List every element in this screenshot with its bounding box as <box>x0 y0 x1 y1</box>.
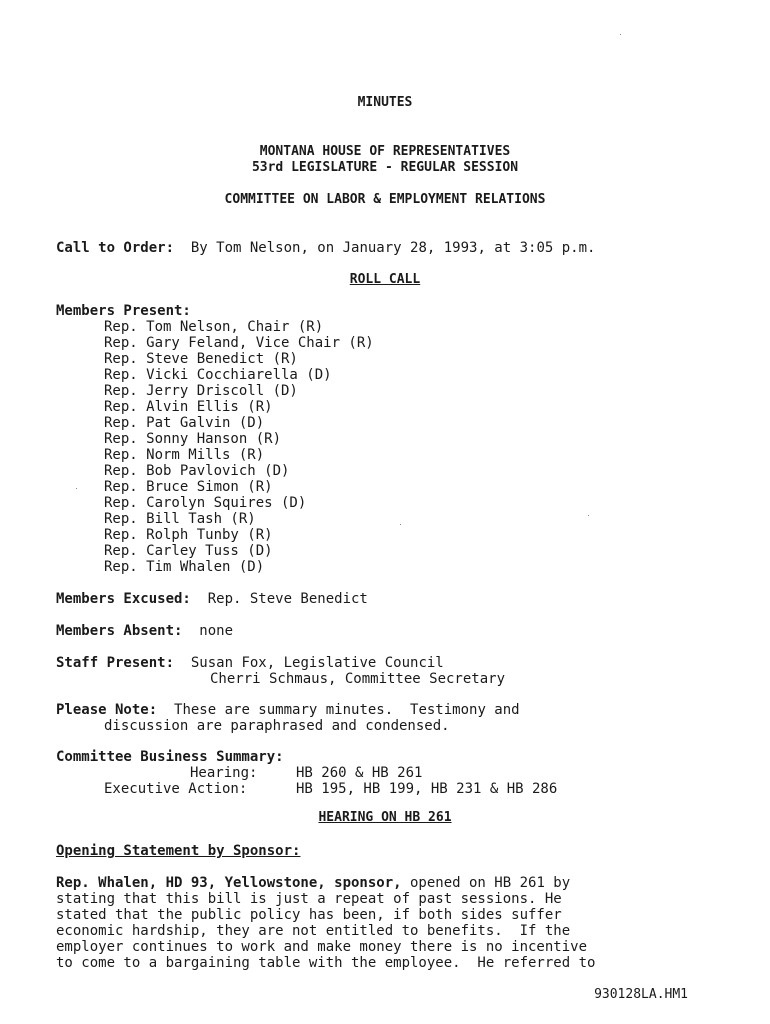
sponsor-lead: Rep. Whalen, HD 93, Yellowstone, sponsor, <box>56 875 402 891</box>
members-absent-text: none <box>199 623 234 639</box>
body-line <box>56 875 570 891</box>
member-item: Rep. Alvin Ellis (R) <box>104 399 273 415</box>
scan-speck <box>588 515 589 516</box>
member-item: Rep. Bob Pavlovich (D) <box>104 463 290 479</box>
footer-code: 930128LA.HM1 <box>594 987 688 1002</box>
please-note-label: Please Note: <box>56 702 158 718</box>
call-to-order <box>56 240 595 256</box>
body-line: stated that the public policy has been, if both sides suffer <box>56 907 562 923</box>
business-summary-label: Committee Business Summary: <box>56 749 284 765</box>
staff-present <box>56 655 444 671</box>
body-line: stating that this bill is just a repeat of past sessions. He <box>56 891 562 907</box>
staff-present-line2: Cherri Schmaus, Committee Secretary <box>210 671 506 687</box>
roll-call-heading: ROLL CALL <box>349 272 421 287</box>
scan-speck <box>400 524 401 525</box>
hearing-label: Hearing: <box>190 765 258 781</box>
executive-action-label: Executive Action: <box>104 781 248 797</box>
please-note <box>56 702 520 718</box>
body-line: economic hardship, they are not entitled to benefits. If the <box>56 923 571 939</box>
members-present-list <box>104 319 374 575</box>
committee-heading: COMMITTEE ON LABOR & EMPLOYMENT RELATIONS <box>224 192 546 207</box>
member-item: Rep. Norm Mills (R) <box>104 447 265 463</box>
document-title: MINUTES <box>357 95 413 110</box>
call-to-order-text: By Tom Nelson, on January 28, 1993, at 3:05 p.m. <box>190 240 596 256</box>
member-item: Rep. Steve Benedict (R) <box>104 351 298 367</box>
please-note-line1: These are summary minutes. Testimony and <box>174 702 520 718</box>
members-excused <box>56 591 368 607</box>
member-item: Rep. Tim Whalen (D) <box>104 559 265 575</box>
body-line: employer continues to work and make money there is no incentive <box>56 939 588 955</box>
legislature-heading: 53rd LEGISLATURE - REGULAR SESSION <box>251 160 519 175</box>
members-excused-label: Members Excused: <box>56 591 191 607</box>
please-note-line2: discussion are paraphrased and condensed. <box>104 718 450 734</box>
body-line: to come to a bargaining table with the employee. He referred to <box>56 955 596 971</box>
member-item: Rep. Bruce Simon (R) <box>104 479 273 495</box>
scan-speck <box>76 488 77 489</box>
member-item: Rep. Rolph Tunby (R) <box>104 527 273 543</box>
member-item: Rep. Tom Nelson, Chair (R) <box>104 319 324 335</box>
staff-present-line1: Susan Fox, Legislative Council <box>190 655 444 671</box>
hearing-heading: HEARING ON HB 261 <box>318 810 452 825</box>
members-absent-label: Members Absent: <box>56 623 183 639</box>
staff-present-label: Staff Present: <box>56 655 175 671</box>
member-item: Rep. Jerry Driscoll (D) <box>104 383 298 399</box>
members-absent <box>56 623 233 639</box>
scan-speck <box>620 34 621 35</box>
member-item: Rep. Carley Tuss (D) <box>104 543 273 559</box>
hearing-value: HB 260 & HB 261 <box>296 765 423 781</box>
member-item: Rep. Bill Tash (R) <box>104 511 256 527</box>
members-excused-text: Rep. Steve Benedict <box>207 591 368 607</box>
house-heading: MONTANA HOUSE OF REPRESENTATIVES <box>259 144 511 159</box>
opening-statement-heading: Opening Statement by Sponsor: <box>56 843 301 859</box>
member-item: Rep. Vicki Cocchiarella (D) <box>104 367 332 383</box>
member-item: Rep. Carolyn Squires (D) <box>104 495 307 511</box>
member-item: Rep. Sonny Hanson (R) <box>104 431 282 447</box>
members-present-label: Members Present: <box>56 303 191 319</box>
executive-action-value: HB 195, HB 199, HB 231 & HB 286 <box>296 781 558 797</box>
body-line-text: opened on HB 261 by <box>401 875 571 891</box>
call-to-order-label: Call to Order: <box>56 240 175 256</box>
member-item: Rep. Pat Galvin (D) <box>104 415 265 431</box>
member-item: Rep. Gary Feland, Vice Chair (R) <box>104 335 374 351</box>
